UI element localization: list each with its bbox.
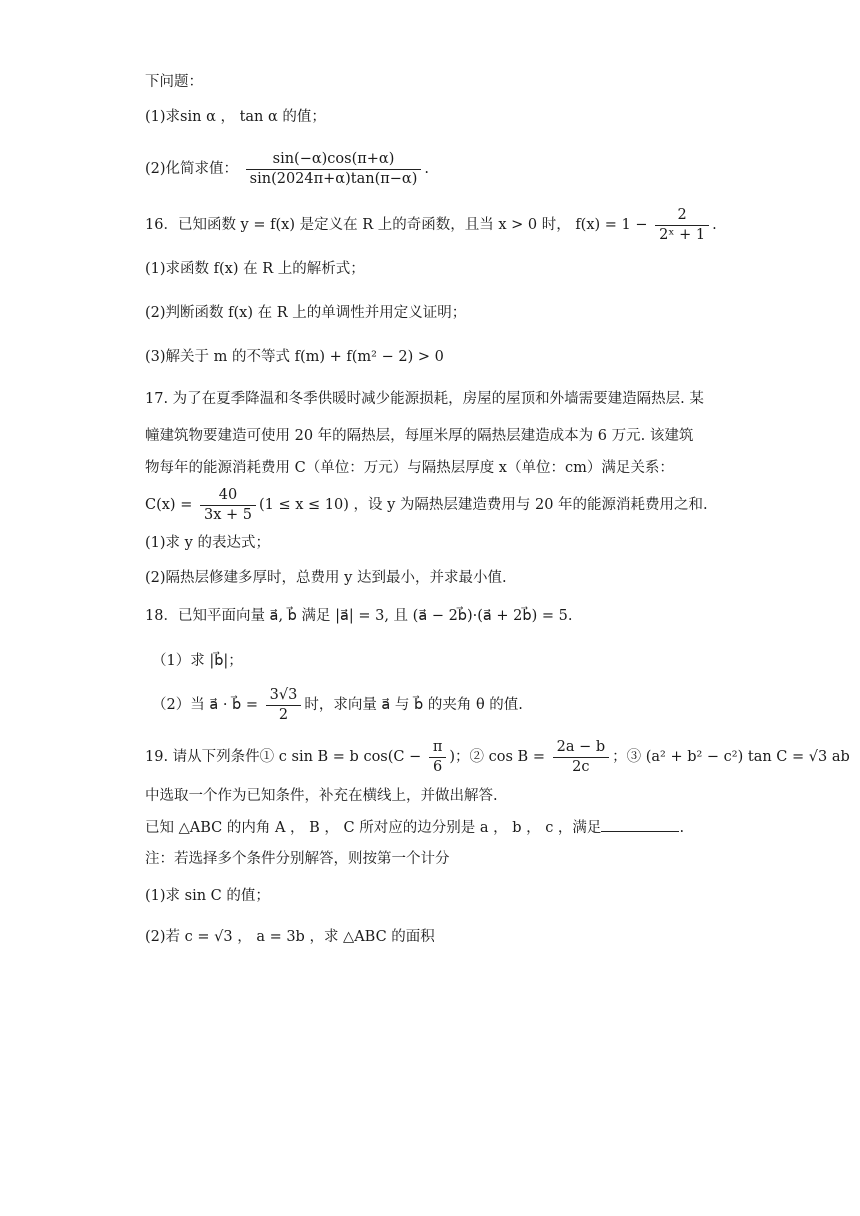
fraction	[266, 687, 302, 724]
fraction	[200, 487, 256, 524]
period: .	[424, 161, 429, 177]
part-label: (2)化简求值：	[145, 161, 239, 177]
question-17-line: 物每年的能源消耗费用 C（单位：万元）与隔热层厚度 x（单位：cm）满足关系：	[145, 460, 674, 476]
numerator: 3√3	[266, 687, 302, 706]
question-18-stem: 18．已知平面向量 a⃗, b⃗ 满足 |a⃗| = 3, 且 (a⃗ − 2b⃗)·(a⃗ + 2b⃗) = 5.	[145, 608, 573, 624]
text-line: 下问题：	[145, 74, 203, 90]
question-19-note: 注：若选择多个条件分别解答，则按第一个计分	[145, 851, 450, 867]
fraction	[246, 151, 422, 188]
formula-lhs: C(x) =	[145, 497, 193, 513]
denominator: 6	[433, 758, 443, 775]
question-17-line: 17. 为了在夏季降温和冬季供暖时减少能源损耗，房屋的屋顶和外墙需要建造隔热层. 某	[145, 391, 704, 407]
question-17-part-1: (1)求 y 的表达式；	[145, 535, 270, 551]
fraction	[429, 739, 447, 776]
question-15-part-2	[145, 149, 429, 189]
question-17-formula	[145, 485, 708, 525]
question-15-part-1: (1)求sin α ， tan α 的值；	[145, 109, 326, 125]
question-16-part-2: (2)判断函数 f(x) 在 R 上的单调性并用定义证明；	[145, 305, 467, 321]
question-16-part-1: (1)求函数 f(x) 在 R 上的解析式；	[145, 261, 365, 277]
part-text: （2）当 a⃗ · b⃗ =	[152, 697, 259, 713]
period: .	[679, 820, 685, 836]
question-17-part-2: (2)隔热层修建多厚时，总费用 y 达到最小，并求最小值.	[145, 570, 507, 586]
denominator: 2ˣ + 1	[659, 226, 706, 243]
stem-text: 16．已知函数 y = f(x) 是定义在 R 上的奇函数，且当 x > 0 时， f(x) = 1 −	[145, 217, 648, 233]
question-19-line: 中选取一个作为已知条件，补充在横线上，并做出解答.	[145, 788, 498, 804]
fraction	[655, 207, 709, 244]
numerator: sin(−α)cos(π+α)	[246, 151, 422, 170]
denominator: sin(2024π+α)tan(π−α)	[249, 170, 418, 187]
question-17-line: 幢建筑物要建造可使用 20 年的隔热层，每厘米厚的隔热层建造成本为 6 万元. 该建筑	[145, 428, 694, 444]
formula-rest: (1 ≤ x ≤ 10) ，设 y 为隔热层建造费用与 20 年的能源消耗费用之和.	[258, 497, 708, 513]
question-19-conditions	[145, 737, 850, 777]
question-18-part-1: （1）求 |b⃗|；	[152, 653, 243, 669]
question-18-part-2	[152, 685, 523, 725]
numerator: 2a − b	[553, 739, 610, 758]
condition-text: )；② cos B =	[449, 749, 545, 765]
denominator: 2c	[572, 758, 590, 775]
condition-text: 19. 请从下列条件① c sin B = b cos(C −	[145, 749, 422, 765]
given-text: 已知 △ABC 的内角 A ， B ， C 所对应的边分别是 a ， b ， c ，满足	[145, 820, 602, 836]
question-19-part-2: (2)若 c = √3 ， a = 3b ，求 △ABC 的面积	[145, 929, 435, 945]
question-19-part-1: (1)求 sin C 的值；	[145, 888, 270, 904]
part-text: 时，求向量 a⃗ 与 b⃗ 的夹角 θ 的值.	[304, 697, 523, 713]
numerator: 2	[655, 207, 709, 226]
fraction	[553, 739, 610, 776]
denominator: 2	[278, 706, 289, 723]
answer-blank	[601, 817, 679, 832]
period: .	[712, 217, 717, 233]
numerator: 40	[200, 487, 256, 506]
question-16-stem	[145, 205, 717, 245]
question-16-part-3: (3)解关于 m 的不等式 f(m) + f(m² − 2) > 0	[145, 349, 444, 365]
question-19-given	[145, 817, 684, 838]
condition-text: ；③ (a² + b² − c²) tan C = √3 ab	[612, 749, 850, 765]
denominator: 3x + 5	[203, 506, 252, 523]
numerator: π	[429, 739, 447, 758]
